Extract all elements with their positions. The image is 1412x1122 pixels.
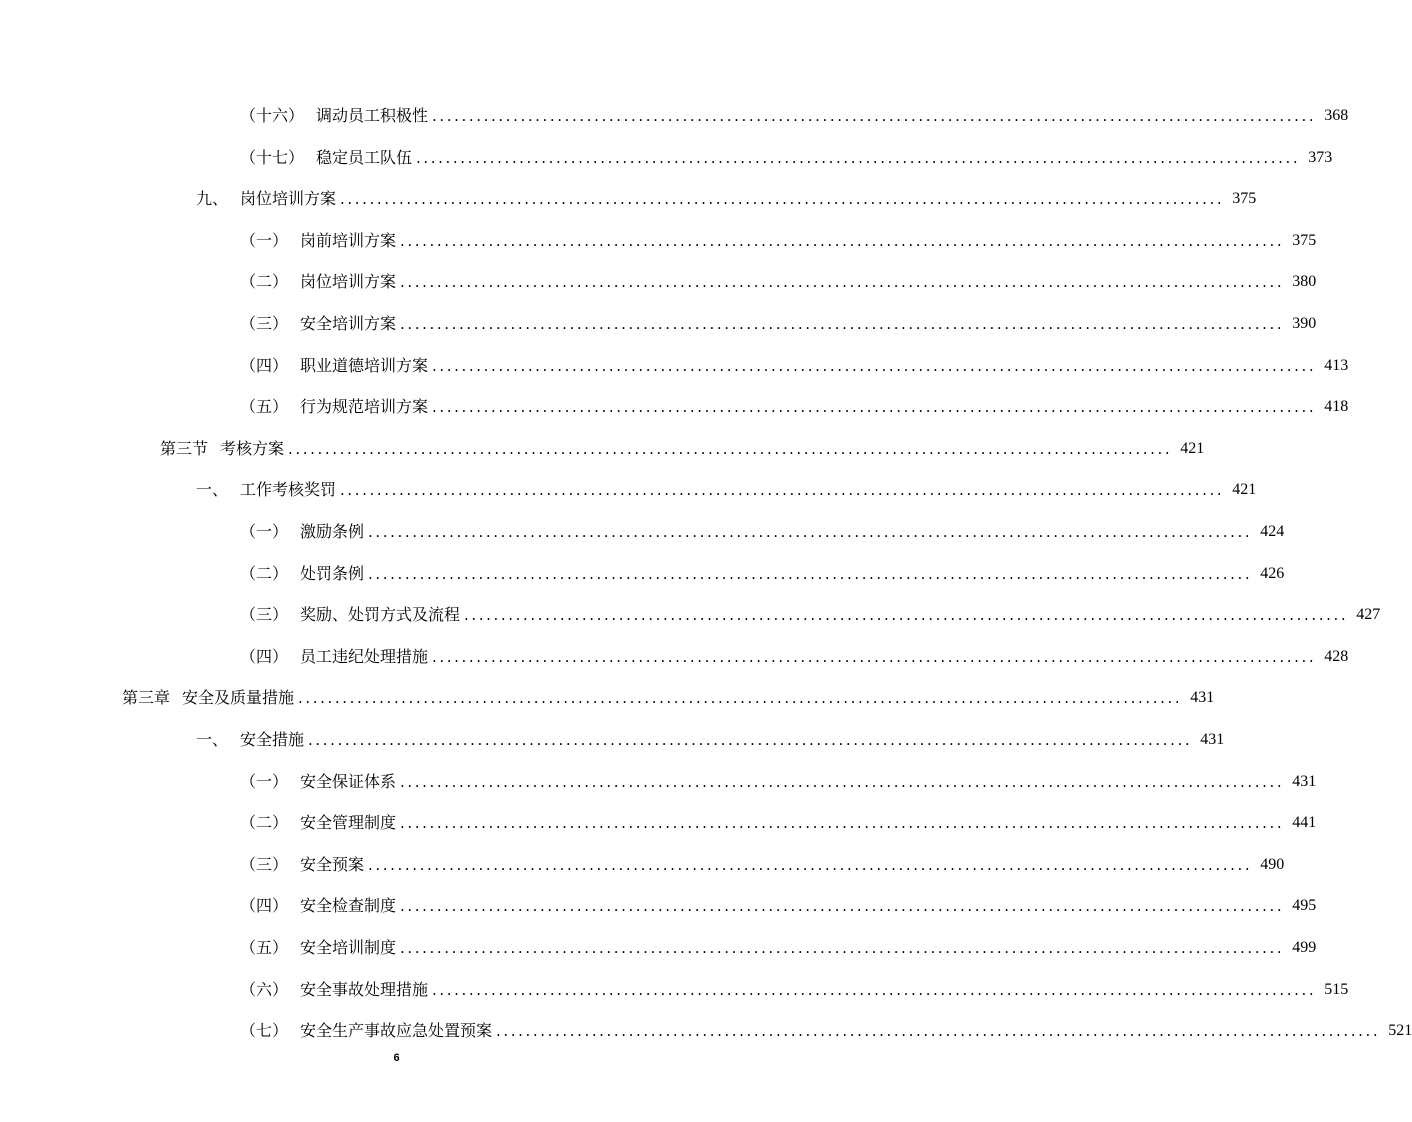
entry-number: （三） <box>240 314 289 333</box>
entry-number: （七） <box>240 1021 289 1040</box>
dot-leader: ........................................................................................................................ <box>340 190 1225 208</box>
entry-title: 职业道德培训方案 <box>300 356 429 375</box>
entry-title: 调动员工积极性 <box>316 106 429 125</box>
entry-title: 行为规范培训方案 <box>300 397 429 416</box>
entry-number: （一） <box>240 772 289 791</box>
entry-title: 激励条例 <box>300 522 365 541</box>
toc-entry[interactable] <box>240 312 1317 336</box>
dot-leader: ........................................................................................................................ <box>400 939 1285 957</box>
dot-leader: ........................................................................................................................ <box>288 440 1173 458</box>
toc-entry[interactable] <box>240 936 1317 960</box>
entry-title: 安全保证体系 <box>300 772 397 791</box>
dot-leader: ........................................................................................................................ <box>416 149 1301 167</box>
entry-number: 第三章 <box>122 688 171 707</box>
toc-entry[interactable] <box>240 811 1317 835</box>
entry-title: 员工违纪处理措施 <box>300 647 429 666</box>
toc-entry[interactable] <box>240 146 1333 170</box>
entry-page-number: 490 <box>1260 856 1285 873</box>
entry-page-number: 421 <box>1180 440 1205 457</box>
entry-title: 安全预案 <box>300 855 365 874</box>
toc-entry[interactable] <box>240 270 1317 294</box>
entry-title: 岗前培训方案 <box>300 231 397 250</box>
entry-number: （四） <box>240 647 289 666</box>
entry-title: 安全措施 <box>240 730 305 749</box>
entry-number: 一、 <box>196 480 229 499</box>
toc-entry[interactable] <box>196 728 1225 752</box>
dot-leader: ........................................................................................................................ <box>432 357 1317 375</box>
toc-entry[interactable] <box>240 354 1349 378</box>
entry-title: 安全及质量措施 <box>182 688 295 707</box>
entry-page-number: 521 <box>1388 1022 1412 1039</box>
toc-entry[interactable] <box>240 395 1349 419</box>
entry-title: 考核方案 <box>220 439 285 458</box>
dot-leader: ........................................................................................................................ <box>368 523 1253 541</box>
entry-page-number: 431 <box>1200 731 1225 748</box>
entry-title: 安全事故处理措施 <box>300 980 429 999</box>
dot-leader: ........................................................................................................................ <box>400 773 1285 791</box>
dot-leader: ........................................................................................................................ <box>464 606 1349 624</box>
entry-number: 第三节 <box>160 439 209 458</box>
toc-entry[interactable] <box>240 104 1349 128</box>
entry-number: （四） <box>240 356 289 375</box>
toc-entry[interactable] <box>240 520 1285 544</box>
entry-page-number: 375 <box>1232 190 1257 207</box>
footer-page-number: 6 <box>393 1052 400 1064</box>
dot-leader: ........................................................................................................................ <box>432 648 1317 666</box>
toc-entry[interactable] <box>240 770 1317 794</box>
entry-number: （三） <box>240 855 289 874</box>
dot-leader: ........................................................................................................................ <box>308 731 1193 749</box>
toc-entry[interactable] <box>240 562 1285 586</box>
entry-title: 岗位培训方案 <box>240 189 337 208</box>
toc-entry[interactable] <box>196 478 1257 502</box>
entry-page-number: 441 <box>1292 814 1317 831</box>
entry-title: 安全检查制度 <box>300 896 397 915</box>
dot-leader: ........................................................................................................................ <box>400 897 1285 915</box>
dot-leader: ........................................................................................................................ <box>496 1022 1381 1040</box>
entry-title: 工作考核奖罚 <box>240 480 337 499</box>
toc-entry[interactable] <box>240 978 1349 1002</box>
entry-page-number: 375 <box>1292 232 1317 249</box>
entry-title: 安全培训制度 <box>300 938 397 957</box>
entry-number: （一） <box>240 522 289 541</box>
toc-entry[interactable] <box>196 187 1257 211</box>
entry-title: 安全管理制度 <box>300 813 397 832</box>
toc-entry[interactable] <box>240 1019 1412 1043</box>
entry-page-number: 418 <box>1324 398 1349 415</box>
entry-page-number: 431 <box>1190 689 1215 706</box>
dot-leader: ........................................................................................................................ <box>400 273 1285 291</box>
toc-entry[interactable] <box>122 686 1215 710</box>
entry-page-number: 428 <box>1324 648 1349 665</box>
entry-page-number: 380 <box>1292 273 1317 290</box>
entry-number: （二） <box>240 272 289 291</box>
entry-number: （六） <box>240 980 289 999</box>
entry-title: 安全培训方案 <box>300 314 397 333</box>
entry-number: （五） <box>240 397 289 416</box>
entry-title: 稳定员工队伍 <box>316 148 413 167</box>
dot-leader: ........................................................................................................................ <box>400 814 1285 832</box>
toc-entry[interactable] <box>240 853 1285 877</box>
entry-page-number: 368 <box>1324 107 1349 124</box>
dot-leader: ........................................................................................................................ <box>340 481 1225 499</box>
entry-number: （五） <box>240 938 289 957</box>
entry-page-number: 499 <box>1292 939 1317 956</box>
entry-title: 处罚条例 <box>300 564 365 583</box>
entry-number: （十六） <box>240 106 305 125</box>
entry-page-number: 495 <box>1292 897 1317 914</box>
dot-leader: ........................................................................................................................ <box>400 232 1285 250</box>
dot-leader: ........................................................................................................................ <box>432 981 1317 999</box>
dot-leader: ........................................................................................................................ <box>298 689 1183 707</box>
entry-number: （一） <box>240 231 289 250</box>
entry-number: （三） <box>240 605 289 624</box>
dot-leader: ........................................................................................................................ <box>368 565 1253 583</box>
entry-number: （二） <box>240 564 289 583</box>
entry-number: （四） <box>240 896 289 915</box>
entry-number: 九、 <box>196 189 229 208</box>
toc-entry[interactable] <box>240 894 1317 918</box>
dot-leader: ........................................................................................................................ <box>432 398 1317 416</box>
dot-leader: ........................................................................................................................ <box>400 315 1285 333</box>
dot-leader: ........................................................................................................................ <box>432 107 1317 125</box>
toc-entry[interactable] <box>240 229 1317 253</box>
entry-page-number: 421 <box>1232 481 1257 498</box>
entry-title: 奖励、处罚方式及流程 <box>300 605 461 624</box>
entry-page-number: 413 <box>1324 357 1349 374</box>
toc-entry[interactable] <box>240 603 1381 627</box>
dot-leader: ........................................................................................................................ <box>368 856 1253 874</box>
entry-page-number: 515 <box>1324 981 1349 998</box>
entry-page-number: 373 <box>1308 149 1333 166</box>
entry-title: 安全生产事故应急处置预案 <box>300 1021 493 1040</box>
entry-page-number: 424 <box>1260 523 1285 540</box>
entry-title: 岗位培训方案 <box>300 272 397 291</box>
entry-page-number: 426 <box>1260 565 1285 582</box>
entry-page-number: 427 <box>1356 606 1381 623</box>
entry-number: （十七） <box>240 148 305 167</box>
entry-number: 一、 <box>196 730 229 749</box>
toc-entry[interactable] <box>240 645 1349 669</box>
entry-page-number: 431 <box>1292 773 1317 790</box>
entry-page-number: 390 <box>1292 315 1317 332</box>
toc-entry[interactable] <box>160 437 1205 461</box>
entry-number: （二） <box>240 813 289 832</box>
